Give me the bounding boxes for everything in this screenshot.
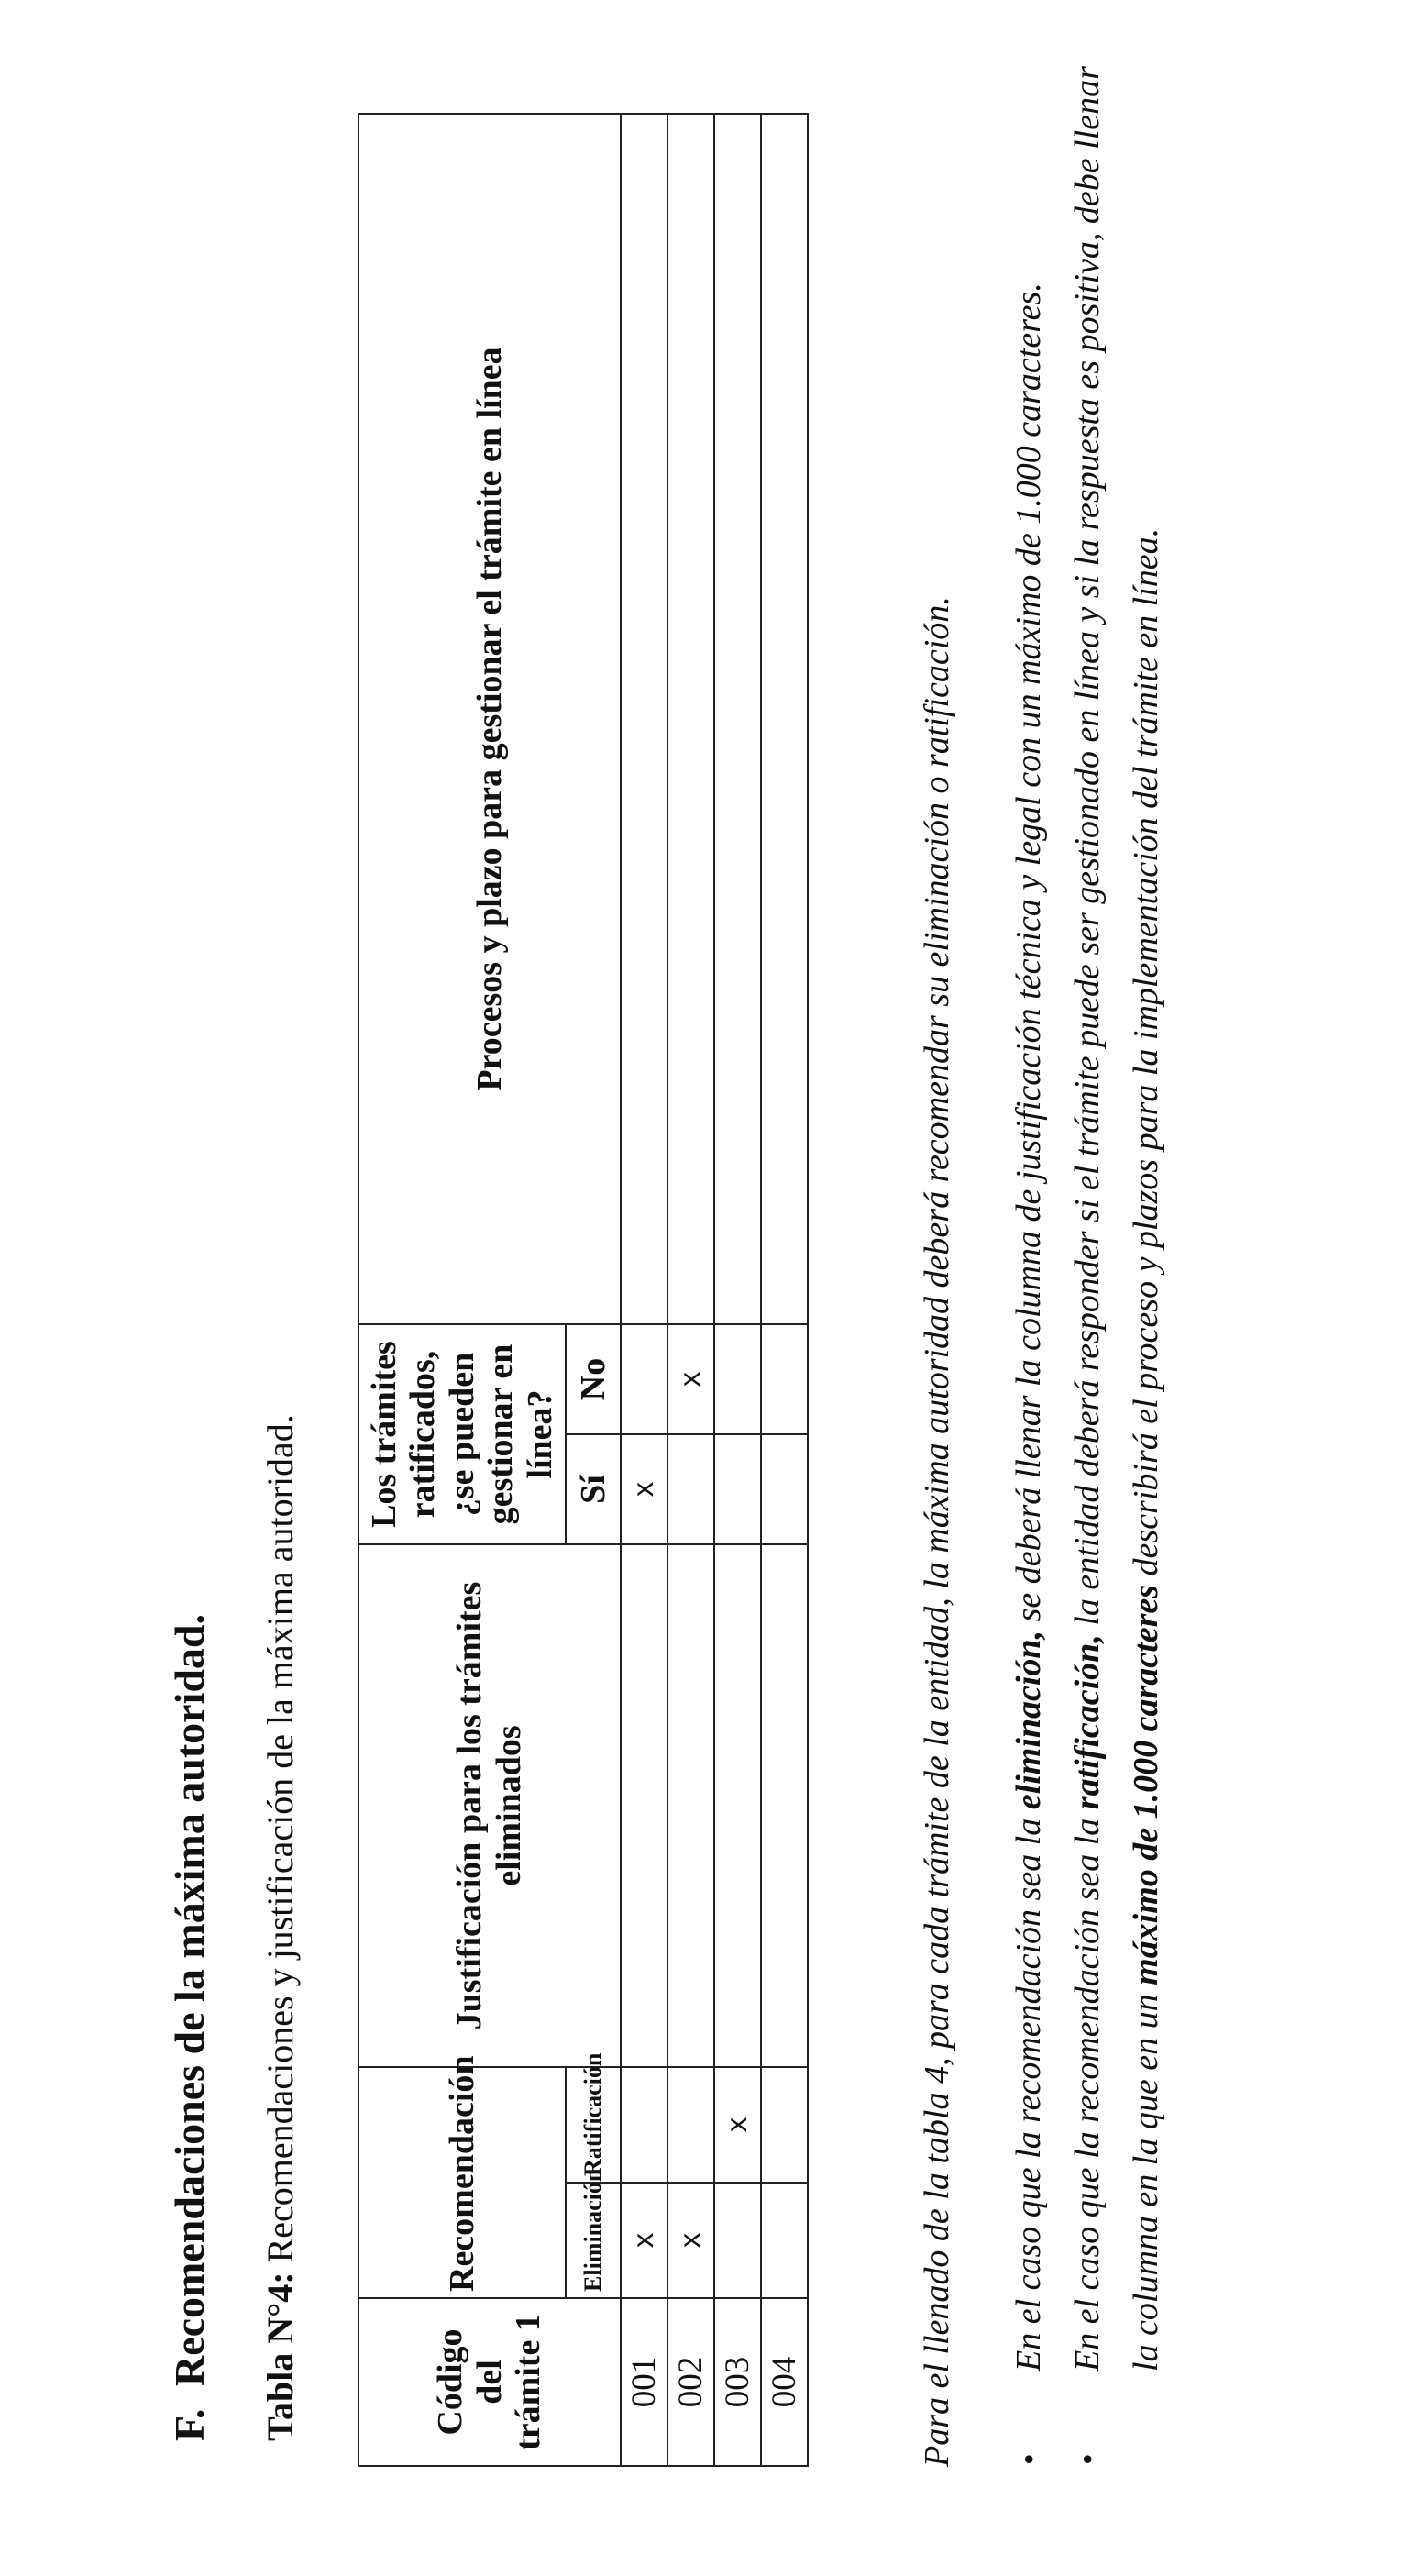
- cell-ratification: [667, 2067, 714, 2183]
- header-process: Procesos y plazo para gestionar el trámite en línea: [358, 114, 621, 1324]
- cell-code: 004: [761, 2298, 808, 2466]
- caption-label: Tabla N°4:: [259, 2272, 301, 2441]
- header-recommendation: Recomendación: [358, 2067, 566, 2298]
- cell-no: x: [667, 1324, 714, 1434]
- header-elimination: Eliminación: [566, 2183, 621, 2298]
- cell-process: [761, 114, 808, 1324]
- section-title: Recomendaciones de la máxima autoridad.: [166, 1613, 213, 2386]
- table-row: [761, 114, 808, 2466]
- header-code: Código del trámite 1: [358, 2298, 621, 2466]
- instructions-intro: Para el llenado de la tabla 4, para cada trámite de la entidad, la máxima autoridad deberá recomendar su eliminación o ratificación.: [918, 596, 956, 2467]
- bullet-icon: •: [1069, 2453, 1106, 2465]
- section-heading: [165, 1614, 214, 2441]
- cell-code: 003: [714, 2298, 761, 2466]
- table-row: [714, 114, 761, 2466]
- bullet-icon: •: [1010, 2453, 1047, 2465]
- cell-yes: [761, 1434, 808, 1544]
- table-caption: [259, 1414, 302, 2441]
- bullet-text: En el caso que la recomendación sea la: [1068, 1809, 1107, 2371]
- cell-process: [714, 114, 761, 1324]
- cell-elimination: [761, 2183, 808, 2298]
- bullet-text: la entidad deberá responder si el trámite puede ser gestionado en línea y si la respuesta es positiva, debe llenar la columna en la que en un: [1068, 66, 1165, 2371]
- table-row: [621, 114, 667, 2466]
- header-yes: Sí: [566, 1434, 621, 1544]
- cell-elimination: [714, 2183, 761, 2298]
- bullet-text: se deberá llenar la columna de justificación técnica y legal con un máximo de 1.000 caracteres.: [1009, 282, 1048, 1631]
- cell-justification: [621, 1544, 667, 2067]
- section-letter: F.: [166, 2408, 213, 2441]
- bullet-emphasis: eliminación,: [1009, 1630, 1048, 1810]
- list-item: [1058, 64, 1175, 2467]
- bullet-text: describirá el proceso y plazos para la implementación del trámite en línea.: [1127, 527, 1165, 1585]
- cell-code: 002: [667, 2298, 714, 2466]
- recommendations-table: [358, 113, 809, 2467]
- cell-yes: [714, 1434, 761, 1544]
- table-row: [667, 114, 714, 2466]
- header-no: No: [566, 1324, 621, 1434]
- cell-ratification: [621, 2067, 667, 2183]
- cell-justification: [714, 1544, 761, 2067]
- cell-no: [621, 1324, 667, 1434]
- cell-no: [761, 1324, 808, 1434]
- cell-elimination: x: [621, 2183, 667, 2298]
- caption-text: Recomendaciones y justificación de la máxima autoridad.: [259, 1414, 301, 2272]
- header-ratification: Ratificación: [566, 2067, 621, 2183]
- cell-justification: [667, 1544, 714, 2067]
- cell-no: [714, 1324, 761, 1434]
- cell-yes: x: [621, 1434, 667, 1544]
- cell-ratification: [761, 2067, 808, 2183]
- cell-elimination: x: [667, 2183, 714, 2298]
- header-row: [358, 114, 566, 2466]
- cell-yes: [667, 1434, 714, 1544]
- cell-ratification: x: [714, 2067, 761, 2183]
- header-justification: Justificación para los trámites eliminados: [358, 1544, 621, 2067]
- instructions-list: [999, 64, 1175, 2467]
- cell-process: [621, 114, 667, 1324]
- bullet-text: En el caso que la recomendación sea la: [1009, 1809, 1048, 2371]
- bullet-emphasis: máximo de 1.000 caracteres: [1127, 1584, 1165, 1985]
- bullet-emphasis: ratificación,: [1068, 1634, 1107, 1810]
- cell-code: 001: [621, 2298, 667, 2466]
- list-item: [999, 64, 1058, 2467]
- header-online-question: Los trámites ratificados, ¿se pueden gestionar en línea?: [358, 1324, 566, 1544]
- cell-process: [667, 114, 714, 1324]
- cell-justification: [761, 1544, 808, 2067]
